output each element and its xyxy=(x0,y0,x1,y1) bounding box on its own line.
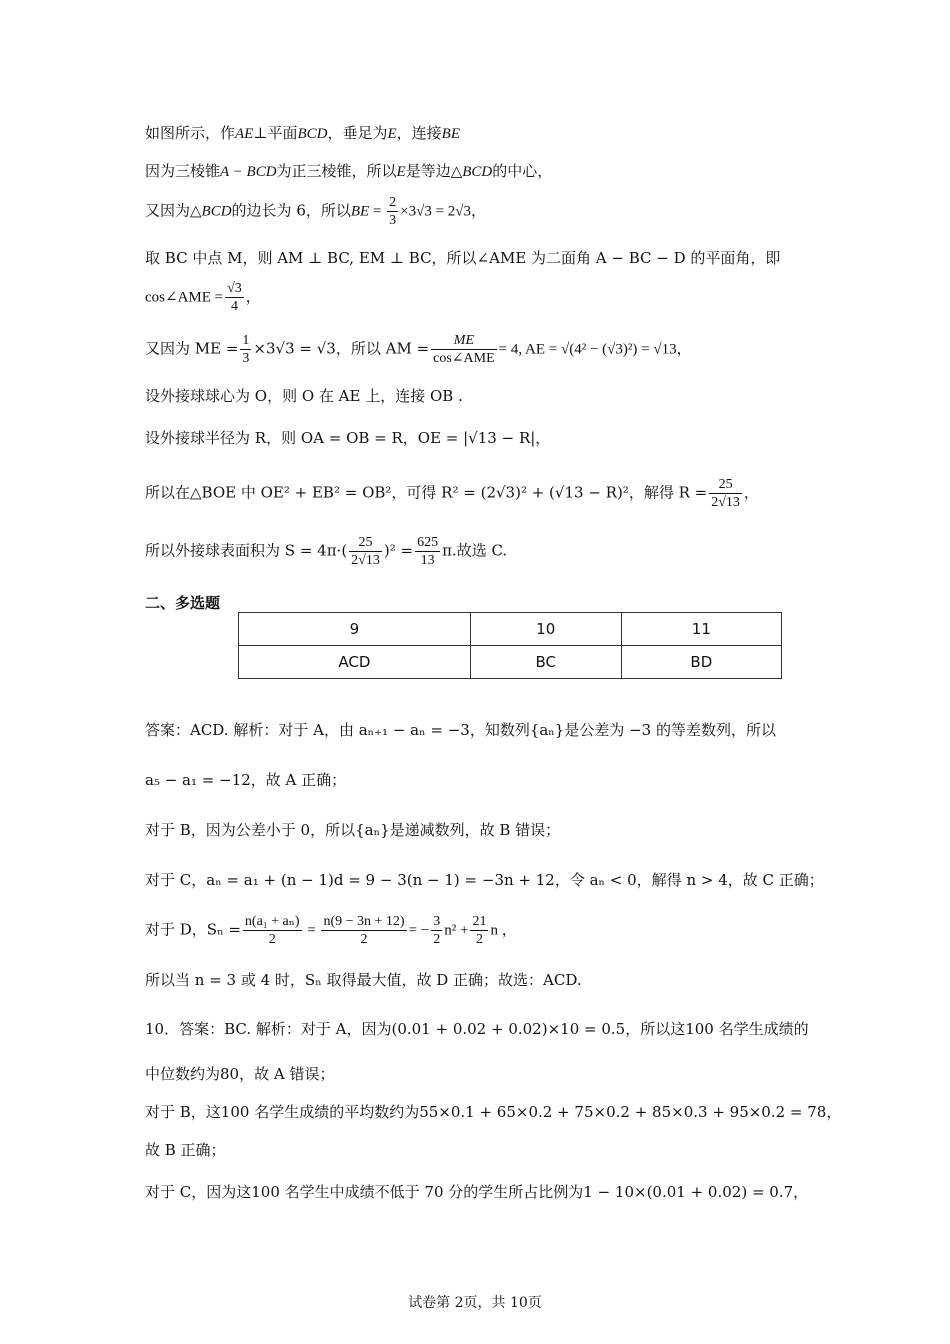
solution-line-3 xyxy=(145,820,560,840)
section-heading: 二、多选题 xyxy=(145,594,221,612)
text: 设外接球球心为 O，则 O 在 AE 上，连接 OB . xyxy=(145,387,463,405)
text: 的边长为 6，所以 xyxy=(231,201,351,220)
math: E xyxy=(387,126,397,142)
text-line-9 xyxy=(145,476,759,511)
text-line-10 xyxy=(145,534,507,569)
text: 对于 B，这100 名学生成绩的平均数约为55×0.1 + 65×0.2 + 75×0.2 + 85×0.3 + 95×0.2 = 78， xyxy=(145,1103,842,1121)
solution-line-2 xyxy=(145,770,346,790)
text: 对于 C，aₙ = a₁ + (n − 1)d = 9 − 3(n − 1) = −3n + 12，令 aₙ < 0，解得 n > 4，故 C 正确； xyxy=(145,871,824,889)
fraction: $\frac{3}{2}$ xyxy=(433,914,441,947)
text: 是等边△ xyxy=(405,162,463,180)
table-cell: ACD xyxy=(239,646,471,679)
fraction: $\frac{√3}{4}$ xyxy=(227,281,242,314)
text: 因为三棱锥 xyxy=(145,162,221,180)
math: cos∠AME = xyxy=(145,289,224,306)
text-line-6 xyxy=(145,332,692,367)
text: 对于 C，因为这100 名学生中成绩不低于 70 分的学生所占比例为1 − 10×(0.01 + 0.02) = 0.7， xyxy=(145,1183,809,1201)
table-header-cell: 10 xyxy=(470,613,621,646)
solution-line-11 xyxy=(145,1182,808,1202)
text: 为正三棱锥，所以 xyxy=(276,162,397,180)
math: BCD xyxy=(297,126,328,142)
text: π.故选 C. xyxy=(442,541,508,560)
text: 答案：ACD. 解析：对于 A，由 aₙ₊₁ − aₙ = −3，知数列{aₙ}是公差为 −3 的等差数列，所以 xyxy=(145,721,776,739)
table-row xyxy=(239,646,782,679)
text: 设外接球半径为 R，则 OA = OB = R，OE = |√13 − R|， xyxy=(145,429,551,447)
text: ， xyxy=(245,287,261,306)
solution-line-8 xyxy=(145,1064,334,1084)
fraction: $\frac{2}{3}$ xyxy=(389,195,397,228)
text: ，连接 xyxy=(396,124,442,142)
text: 中位数约为80，故 A 错误； xyxy=(145,1065,335,1083)
text: 对于 B，因为公差小于 0，所以{aₙ}是递减数列，故 B 错误； xyxy=(145,821,561,839)
solution-line-1 xyxy=(145,720,776,740)
math: A − BCD xyxy=(220,164,277,180)
text: ，垂足为 xyxy=(327,124,388,142)
text-line-8 xyxy=(145,428,550,448)
fraction: $\frac{21}{2}$ xyxy=(472,914,487,947)
table-cell: BC xyxy=(470,646,621,679)
math: AE xyxy=(235,126,254,142)
table-cell: BD xyxy=(621,646,781,679)
math: ×3√3 = 2√3， xyxy=(400,203,487,220)
math: n² + xyxy=(444,922,469,939)
text: 又因为 ME = xyxy=(145,339,239,358)
text: 如图所示，作 xyxy=(145,124,236,142)
text: ， xyxy=(743,483,759,502)
fraction: $\frac{25}{2√13}$ xyxy=(711,477,740,510)
text: ⊥平面 xyxy=(253,124,298,142)
text-line-2 xyxy=(145,161,552,182)
page-footer: 试卷第 2页，共 10页 xyxy=(408,1295,542,1311)
text-line-7 xyxy=(145,386,463,406)
text: )² = xyxy=(383,541,414,560)
math: = 4, AE = √(4² − (√3)²) = √13， xyxy=(498,341,692,358)
table-header-cell: 11 xyxy=(621,613,781,646)
text: a₅ − a₁ = −12，故 A 正确； xyxy=(145,771,347,789)
answer-table xyxy=(238,612,782,679)
text-line-3: 又因为△BCD的边长为 6，所以BE = $\frac{2}{3}$ ×3√3 = 2√3， xyxy=(145,195,487,228)
fraction: $\frac{ME}{\text{cos∠AME}}$ xyxy=(433,333,495,366)
text: ×3√3 = √3，所以 AM = xyxy=(253,339,430,358)
fraction: $\frac{1}{3}$ xyxy=(242,333,250,366)
text: 10．答案：BC. 解析：对于 A，因为(0.01 + 0.02 + 0.02)×10 = 0.5，所以这100 名学生成绩的 xyxy=(145,1020,809,1038)
math: BCD xyxy=(201,203,232,220)
table-row xyxy=(239,613,782,646)
text: 又因为△ xyxy=(145,201,202,220)
fraction: $\frac{25}{2√13}$ xyxy=(351,535,380,568)
solution-line-7 xyxy=(145,1019,809,1039)
text: 故 B 正确； xyxy=(145,1141,226,1159)
text-line-1 xyxy=(145,123,460,144)
text: 所以当 n = 3 或 4 时，Sₙ 取得最大值，故 D 正确；故选：ACD. xyxy=(145,971,582,989)
table-header-cell: 9 xyxy=(239,613,471,646)
solution-line-10 xyxy=(145,1140,226,1160)
solution-line-6 xyxy=(145,970,582,990)
text-line-5 xyxy=(145,280,261,315)
math: n ， xyxy=(490,922,517,939)
text: 所以在△BOE 中 OE² + EB² = OB²，可得 R² = (2√3)² + (√13 − R)²，解得 R = xyxy=(145,483,708,502)
text-line-4 xyxy=(145,248,780,268)
text: 取 BC 中点 M，则 AM ⊥ BC, EM ⊥ BC，所以∠AME 为二面角 A − BC − D 的平面角，即 xyxy=(145,249,781,267)
fraction: $\frac{\text{n(a₁ + aₙ)}}{2}$ xyxy=(244,914,300,947)
text: 所以外接球表面积为 S = 4π·( xyxy=(145,541,348,560)
math: = − xyxy=(408,922,430,939)
text: 对于 D，Sₙ = xyxy=(145,920,241,939)
math: BE xyxy=(350,203,370,220)
math: BE xyxy=(441,126,460,142)
fraction: $\frac{625}{13}$ xyxy=(417,535,439,568)
solution-line-4 xyxy=(145,870,824,890)
math: BCD xyxy=(462,164,493,180)
fraction: $\frac{n(9 - 3n + 12)}{2}$ xyxy=(323,914,405,947)
text: 的中心， xyxy=(492,162,553,180)
math: E xyxy=(396,164,406,180)
solution-line-9 xyxy=(145,1102,841,1122)
solution-line-5: 对于 D，Sₙ = $\frac{\text{n(a₁ + aₙ)}}{2}$ = $\frac{n(9 - 3n + 12)}{2}$ = − $\frac{3}{2}$ n² + $\frac{21}{2}$ n ， xyxy=(145,914,517,947)
